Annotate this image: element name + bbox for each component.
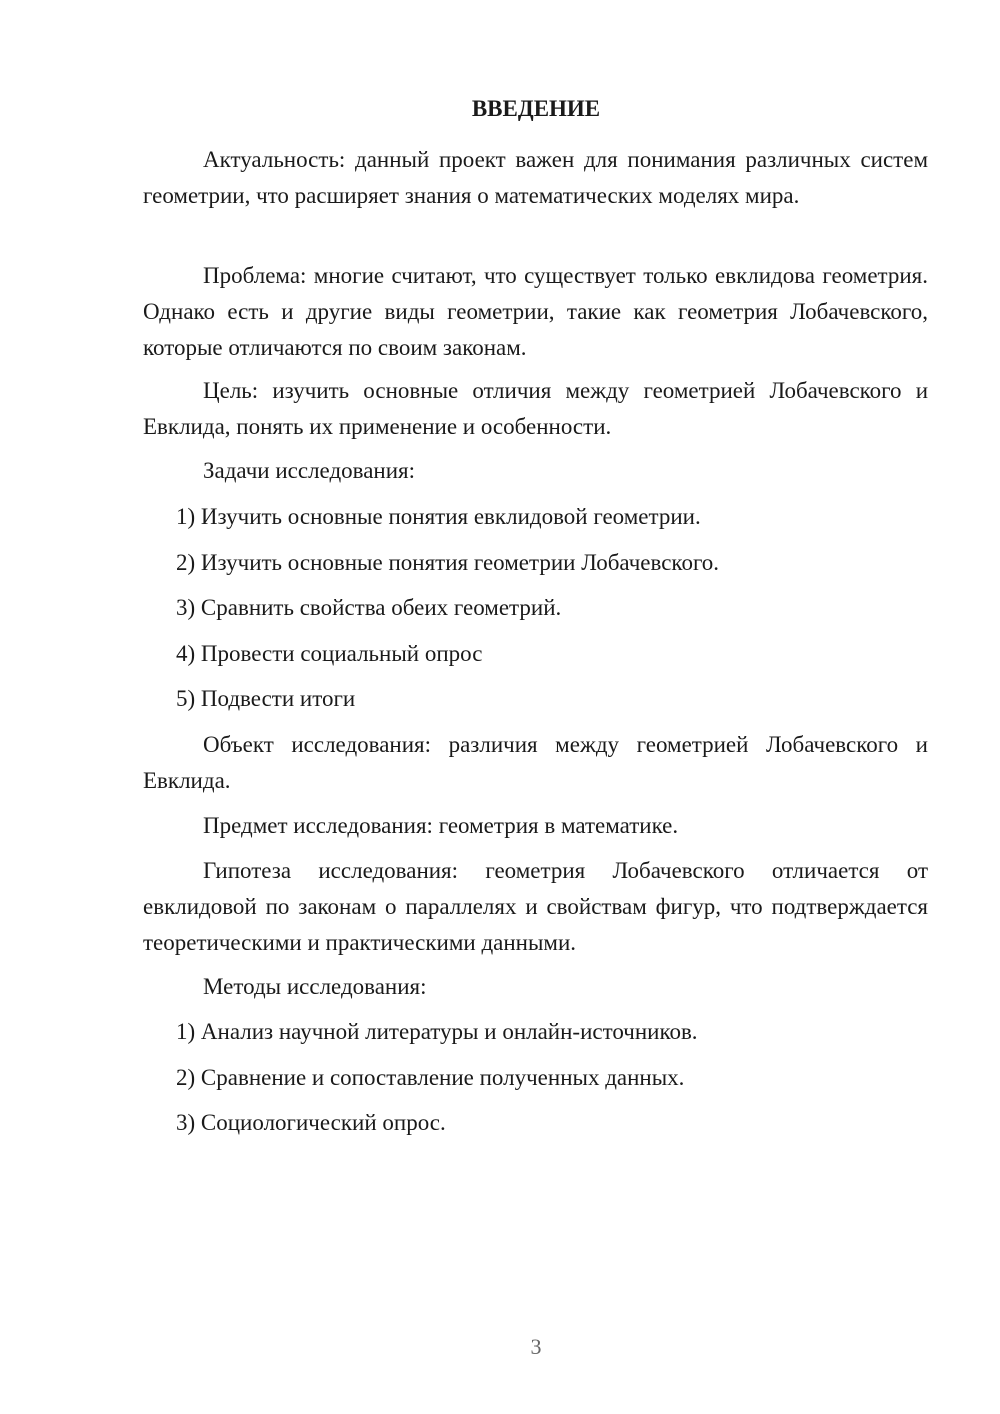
page-number: 3 bbox=[530, 1334, 542, 1359]
method-item-3: 3) Социологический опрос. bbox=[176, 1110, 446, 1135]
paragraph-goal: Цель: изучить основные отличия между геометрией Лобачевского и Евклида, понять их применение и особенности. bbox=[143, 378, 928, 439]
paragraph-object: Объект исследования: различия между геометрией Лобачевского и Евклида. bbox=[143, 732, 928, 793]
task-item-3: 3) Сравнить свойства обеих геометрий. bbox=[176, 595, 562, 620]
task-item-5: 5) Подвести итоги bbox=[176, 686, 356, 711]
task-item-2: 2) Изучить основные понятия геометрии Лобачевского. bbox=[176, 550, 720, 575]
section-title: ВВЕДЕНИЕ bbox=[471, 96, 601, 121]
tasks-heading: Задачи исследования: bbox=[203, 458, 416, 483]
method-item-2: 2) Сравнение и сопоставление полученных данных. bbox=[176, 1065, 685, 1090]
task-item-1: 1) Изучить основные понятия евклидовой геометрии. bbox=[176, 504, 701, 529]
paragraph-hypothesis: Гипотеза исследования: геометрия Лобачевского отличается от евклидовой по законам о параллелях и свойствам фигур, что подтверждается теоретическими и практическими данными. bbox=[143, 858, 928, 955]
paragraph-relevance: Актуальность: данный проект важен для понимания различных систем геометрии, что расширяет знания о математических моделях мира. bbox=[143, 147, 928, 208]
task-item-4: 4) Провести социальный опрос bbox=[176, 641, 483, 666]
paragraph-subject: Предмет исследования: геометрия в математике. bbox=[203, 813, 679, 838]
method-item-1: 1) Анализ научной литературы и онлайн-источников. bbox=[176, 1019, 698, 1044]
methods-heading: Методы исследования: bbox=[203, 974, 427, 999]
paragraph-problem: Проблема: многие считают, что существует только евклидова геометрия. Однако есть и другие виды геометрии, такие как геометрия Лобачевского, которые отличаются по своим законам. bbox=[143, 263, 928, 360]
